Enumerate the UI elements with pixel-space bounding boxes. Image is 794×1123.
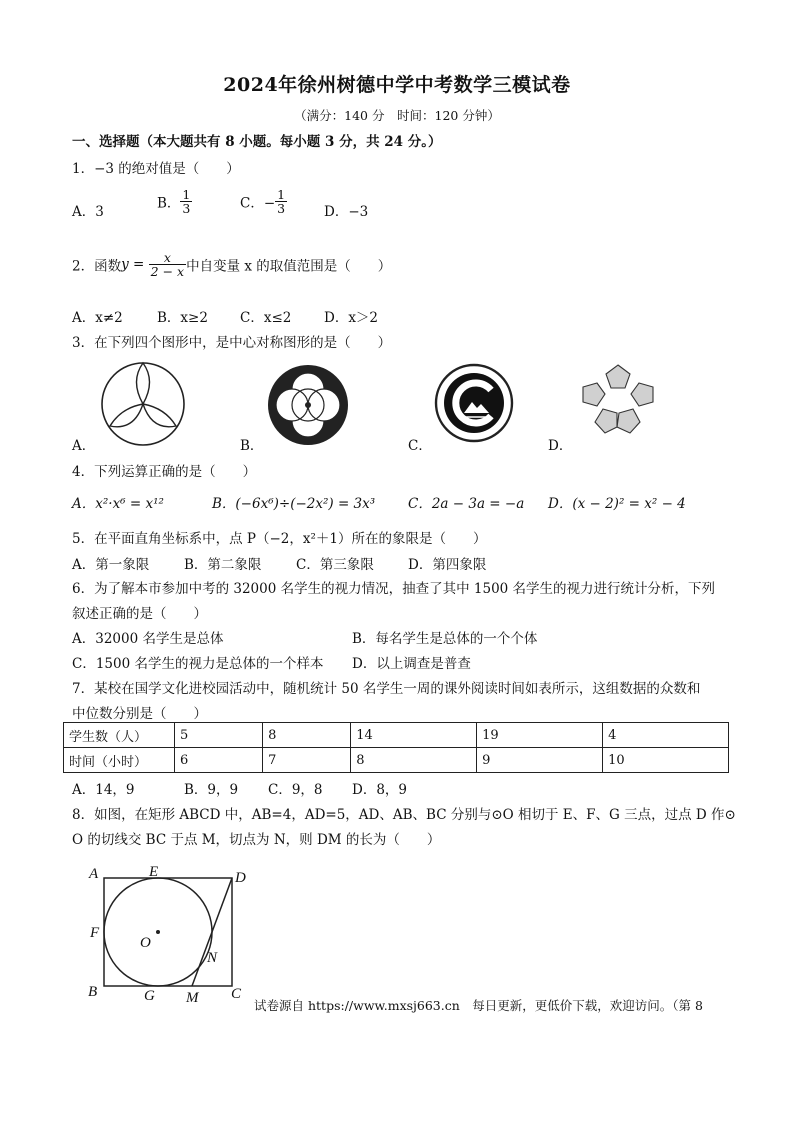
q6-option-d: D．以上调查是普查 bbox=[352, 656, 471, 672]
q6-option-a: A．32000 名学生是总体 bbox=[72, 631, 224, 647]
q7-option-d: D．8，9 bbox=[352, 782, 408, 798]
q5-option-c: C．第三象限 bbox=[296, 557, 374, 573]
q7-option-c: C．9，8 bbox=[268, 782, 323, 798]
q4-option-a: A．x²·x⁶ = x¹² bbox=[72, 496, 164, 512]
q5-option-b: B．第二象限 bbox=[184, 557, 262, 573]
table-cell: 19 bbox=[477, 723, 603, 748]
label-c: C bbox=[231, 986, 242, 1002]
q1-option-b: B． $\frac{1}{3}$ bbox=[157, 187, 191, 217]
table-cell: 学生数（人） bbox=[64, 723, 175, 748]
label-a: A bbox=[89, 866, 99, 882]
q7-option-a: A．14，9 bbox=[72, 782, 135, 798]
q2-option-a: A．x≠2 bbox=[72, 310, 123, 326]
q6-option-c: C．1500 名学生的视力是总体的一个样本 bbox=[72, 656, 324, 672]
q4-option-d: D．(x − 2)² = x² − 4 bbox=[548, 496, 686, 512]
q3-option-c: C． bbox=[408, 438, 432, 454]
figure-c-logo-circle bbox=[434, 363, 514, 443]
table-cell: 8 bbox=[263, 723, 351, 748]
label-m: M bbox=[186, 990, 199, 1006]
table-cell: 8 bbox=[351, 748, 477, 773]
q1-stem: 1．−3 的绝对值是（ ） bbox=[72, 161, 240, 177]
table-cell: 9 bbox=[477, 748, 603, 773]
q4-option-c: C．2a − 3a = −a bbox=[408, 496, 525, 512]
q8-rectangle-circle-figure bbox=[85, 860, 255, 1010]
q3-option-b: B． bbox=[240, 438, 264, 454]
q3-option-a: A． bbox=[72, 438, 96, 454]
q1-option-d: D．−3 bbox=[324, 204, 369, 220]
table-row bbox=[64, 723, 729, 748]
q1-option-c: C．− $\frac{1}{3}$ bbox=[240, 187, 286, 217]
q4-stem: 4．下列运算正确的是（ ） bbox=[72, 464, 257, 480]
q6-stem-line1: 6．为了解本市参加中考的 32000 名学生的视力情况，抽查了其中 1500 名学生的视力进行统计分析，下列 bbox=[72, 581, 716, 597]
q8-stem-line1: 8．如图，在矩形 ABCD 中，AB=4，AD=5，AD、AB、BC 分别与⊙O 相切于 E、F、G 三点，过点 D 作⊙ bbox=[72, 807, 736, 823]
label-g: G bbox=[144, 988, 155, 1004]
footer-watermark: 试卷源自 https://www.mxsj663.cn 每日更新，更低价下载，欢迎访问。（第 8 bbox=[254, 998, 703, 1013]
q2-stem: 2．函数y = $\frac{x}{2 - x}$ 中自变量 x 的取值范围是（ ） bbox=[72, 250, 392, 280]
label-e: E bbox=[149, 864, 159, 880]
figure-b-four-petal-circle bbox=[266, 363, 350, 447]
q6-stem-line2: 叙述正确的是（ ） bbox=[72, 606, 207, 622]
q6-option-b: B．每名学生是总体的一个个体 bbox=[352, 631, 538, 647]
exam-info: （满分：140 分 时间：120 分钟） bbox=[294, 108, 500, 123]
q4-option-b: B．(−6x⁶)÷(−2x²) = 3x³ bbox=[212, 496, 376, 512]
q8-stem-line2: O 的切线交 BC 于点 M，切点为 N，则 DM 的长为（ ） bbox=[72, 832, 441, 848]
q7-stem-line2: 中位数分别是（ ） bbox=[72, 706, 207, 722]
label-d: D bbox=[235, 870, 246, 886]
table-cell: 6 bbox=[175, 748, 263, 773]
q3-option-d: D． bbox=[548, 438, 573, 454]
figure-d-pentagon-flower bbox=[577, 361, 659, 441]
label-o: O bbox=[140, 935, 151, 951]
table-cell: 10 bbox=[603, 748, 729, 773]
table-cell: 时间（小时） bbox=[64, 748, 175, 773]
q3-stem: 3．在下列四个图形中，是中心对称图形的是（ ） bbox=[72, 335, 392, 351]
reading-time-table bbox=[63, 722, 729, 773]
label-f: F bbox=[90, 925, 100, 941]
q2-option-b: B．x≥2 bbox=[157, 310, 208, 326]
label-b: B bbox=[88, 984, 98, 1000]
figure-a-trefoil-circle bbox=[100, 361, 186, 447]
q5-option-d: D．第四象限 bbox=[408, 557, 487, 573]
page-title: 2024年徐州树德中学中考数学三模试卷 bbox=[223, 74, 571, 96]
q2-option-d: D．x＞2 bbox=[324, 310, 379, 326]
table-cell: 14 bbox=[351, 723, 477, 748]
label-n: N bbox=[207, 950, 218, 966]
table-cell: 5 bbox=[175, 723, 263, 748]
q5-option-a: A．第一象限 bbox=[72, 557, 150, 573]
table-cell: 4 bbox=[603, 723, 729, 748]
table-cell: 7 bbox=[263, 748, 351, 773]
q7-option-b: B．9，9 bbox=[184, 782, 239, 798]
table-row bbox=[64, 748, 729, 773]
q7-stem-line1: 7．某校在国学文化进校园活动中，随机统计 50 名学生一周的课外阅读时间如表所示，这组数据的众数和 bbox=[72, 681, 701, 697]
section-heading: 一、选择题（本大题共有 8 小题。每小题 3 分，共 24 分。） bbox=[72, 134, 442, 150]
q1-option-a: A．3 bbox=[72, 204, 104, 220]
q2-option-c: C．x≤2 bbox=[240, 310, 292, 326]
q5-stem: 5．在平面直角坐标系中，点 P（−2，x²＋1）所在的象限是（ ） bbox=[72, 531, 487, 547]
